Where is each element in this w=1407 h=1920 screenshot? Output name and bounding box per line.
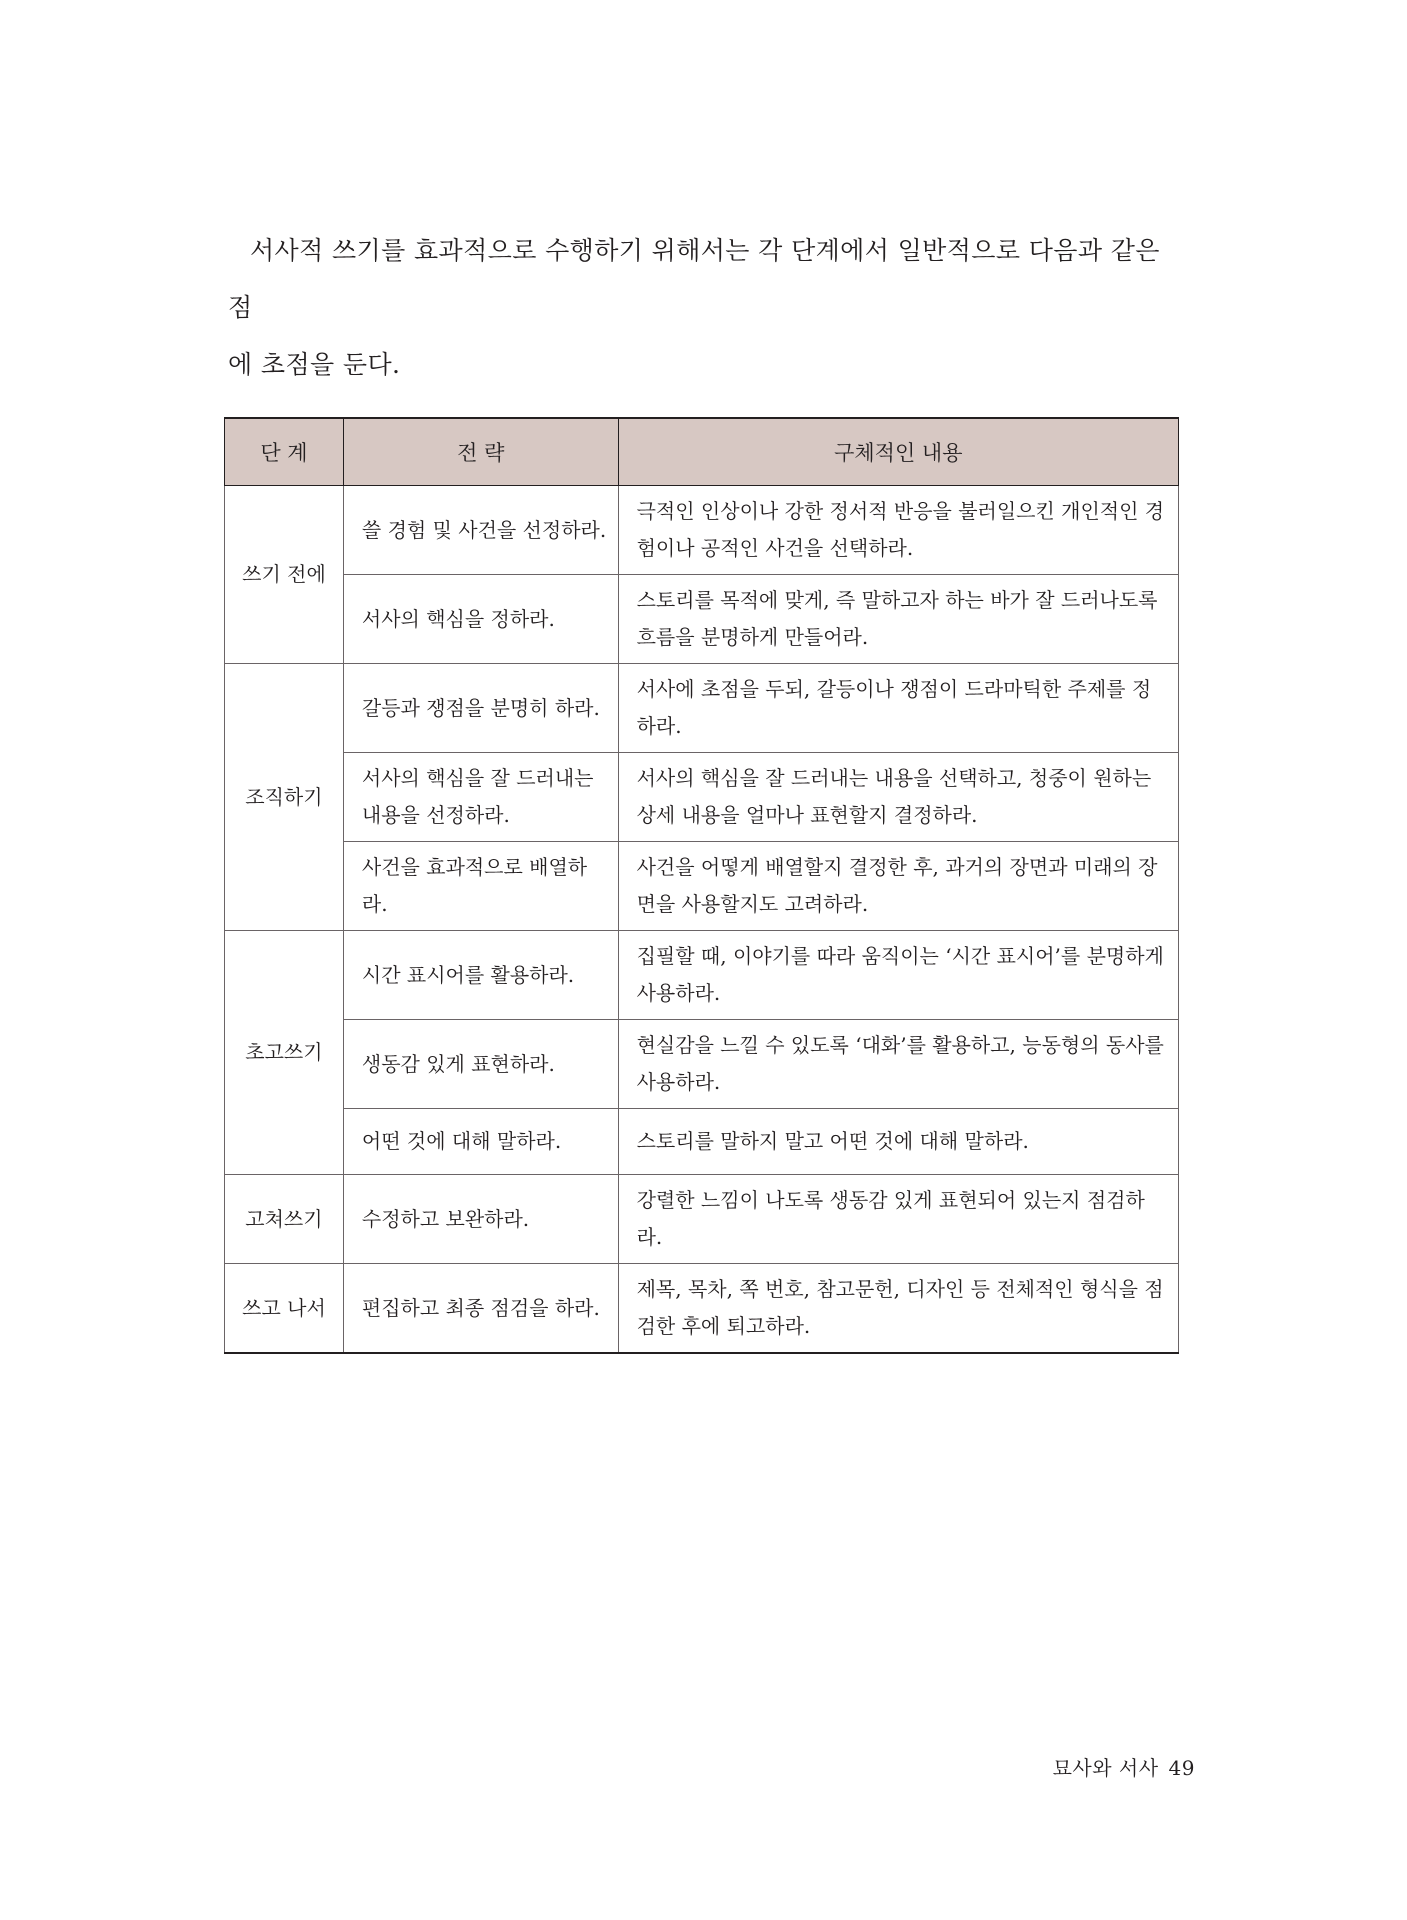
table-row (225, 753, 1179, 842)
intro-paragraph (228, 222, 1180, 393)
stage-cell: 초고쓰기 (225, 931, 344, 1175)
content-cell: 강렬한 느낌이 나도록 생동감 있게 표현되어 있는지 점검하라. (618, 1175, 1178, 1264)
table-row (225, 486, 1179, 575)
intro-line-1: 서사적 쓰기를 효과적으로 수행하기 위해서는 각 단계에서 일반적으로 다음과 같은 점 (228, 236, 1160, 322)
intro-line-2: 에 초점을 둔다. (228, 350, 401, 379)
content-cell: 집필할 때, 이야기를 따라 움직이는 ‘시간 표시어’를 분명하게 사용하라. (618, 931, 1178, 1020)
table-row (225, 931, 1179, 1020)
strategy-cell: 사건을 효과적으로 배열하라. (343, 842, 618, 931)
table-row (225, 1109, 1179, 1175)
writing-stages-table (224, 417, 1179, 1354)
content-cell: 스토리를 말하지 말고 어떤 것에 대해 말하라. (618, 1109, 1178, 1175)
content-cell: 제목, 목차, 쪽 번호, 참고문헌, 디자인 등 전체적인 형식을 점검한 후에 퇴고하라. (618, 1264, 1178, 1354)
page-number: 49 (1168, 1756, 1195, 1780)
strategy-cell: 수정하고 보완하라. (343, 1175, 618, 1264)
strategy-cell: 어떤 것에 대해 말하라. (343, 1109, 618, 1175)
strategy-cell: 시간 표시어를 활용하라. (343, 931, 618, 1020)
table-row (225, 1264, 1179, 1354)
table-row (225, 575, 1179, 664)
strategy-cell: 편집하고 최종 점검을 하라. (343, 1264, 618, 1354)
running-title: 묘사와 서사 (1052, 1756, 1159, 1780)
content-cell: 현실감을 느낄 수 있도록 ‘대화’를 활용하고, 능동형의 동사를 사용하라. (618, 1020, 1178, 1109)
header-stage: 단 계 (225, 418, 344, 486)
table-row (225, 1175, 1179, 1264)
stage-cell: 고쳐쓰기 (225, 1175, 344, 1264)
header-content: 구체적인 내용 (618, 418, 1178, 486)
table-header-row (225, 418, 1179, 486)
table-row (225, 664, 1179, 753)
table-row (225, 842, 1179, 931)
stage-cell: 조직하기 (225, 664, 344, 931)
strategy-cell: 갈등과 쟁점을 분명히 하라. (343, 664, 618, 753)
stage-cell: 쓰고 나서 (225, 1264, 344, 1354)
content-cell: 서사의 핵심을 잘 드러내는 내용을 선택하고, 청중이 원하는 상세 내용을 얼마나 표현할지 결정하라. (618, 753, 1178, 842)
table-row (225, 1020, 1179, 1109)
page-footer (1053, 1752, 1195, 1781)
strategy-cell: 쓸 경험 및 사건을 선정하라. (343, 486, 618, 575)
stage-cell: 쓰기 전에 (225, 486, 344, 664)
content-cell: 서사에 초점을 두되, 갈등이나 쟁점이 드라마틱한 주제를 정하라. (618, 664, 1178, 753)
strategy-cell: 생동감 있게 표현하라. (343, 1020, 618, 1109)
content-cell: 스토리를 목적에 맞게, 즉 말하고자 하는 바가 잘 드러나도록 흐름을 분명하게 만들어라. (618, 575, 1178, 664)
strategy-cell: 서사의 핵심을 잘 드러내는 내용을 선정하라. (343, 753, 618, 842)
strategy-cell: 서사의 핵심을 정하라. (343, 575, 618, 664)
content-cell: 극적인 인상이나 강한 정서적 반응을 불러일으킨 개인적인 경험이나 공적인 사건을 선택하라. (618, 486, 1178, 575)
header-strategy: 전 략 (343, 418, 618, 486)
content-cell: 사건을 어떻게 배열할지 결정한 후, 과거의 장면과 미래의 장면을 사용할지도 고려하라. (618, 842, 1178, 931)
